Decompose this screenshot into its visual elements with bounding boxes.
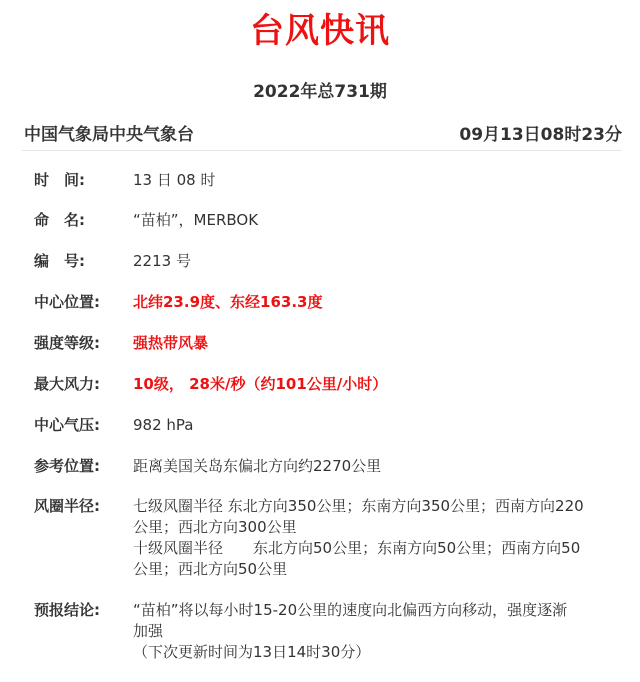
field-value	[133, 496, 609, 580]
field-value	[133, 600, 609, 663]
field-label: 时 间:	[34, 171, 85, 189]
field-label: 命 名:	[34, 211, 85, 229]
field-value: 距离美国关岛东偏北方向约2270公里	[133, 457, 382, 475]
wind-radius-line: 七级风圈半径 东北方向350公里；东南方向350公里；西南方向220	[133, 497, 584, 515]
field-label: 中心位置:	[34, 293, 100, 311]
bulletin-subheader	[22, 124, 622, 151]
field-value: 2213 号	[133, 252, 191, 270]
wind-radius-line: 十级风圈半径 东北方向50公里；东南方向50公里；西南方向50	[133, 539, 581, 557]
field-value: 强热带风暴	[133, 334, 209, 352]
field-value: 13 日 08 时	[133, 171, 216, 189]
wind-radius-line: 公里；西北方向50公里	[133, 560, 288, 578]
field-label: 预报结论:	[34, 601, 100, 619]
field-label: 中心气压:	[34, 416, 100, 434]
field-label: 最大风力:	[34, 375, 100, 393]
forecast-line: 加强	[133, 622, 164, 640]
agency-name: 中国气象局中央气象台	[24, 125, 194, 145]
forecast-line: “苗柏”将以每小时15-20公里的速度向北偏西方向移动，强度逐渐	[133, 601, 568, 619]
bulletin-title: 台风快讯	[250, 11, 390, 51]
field-label: 强度等级:	[34, 334, 100, 352]
field-label: 参考位置:	[34, 457, 100, 475]
field-label: 编 号:	[34, 252, 85, 270]
issue-number: 2022年总731期	[253, 82, 387, 102]
forecast-line: （下次更新时间为13日14时30分）	[133, 643, 371, 661]
wind-radius-line: 公里；西北方向300公里	[133, 518, 297, 536]
field-value: “苗柏”，MERBOK	[133, 211, 259, 229]
issue-timestamp: 09月13日08时23分	[459, 125, 622, 145]
field-value: 北纬23.9度、东经163.3度	[133, 293, 323, 311]
field-value: 982 hPa	[133, 416, 194, 434]
field-label: 风圈半径:	[34, 497, 100, 515]
field-value: 10级， 28米/秒（约101公里/小时）	[133, 375, 388, 393]
